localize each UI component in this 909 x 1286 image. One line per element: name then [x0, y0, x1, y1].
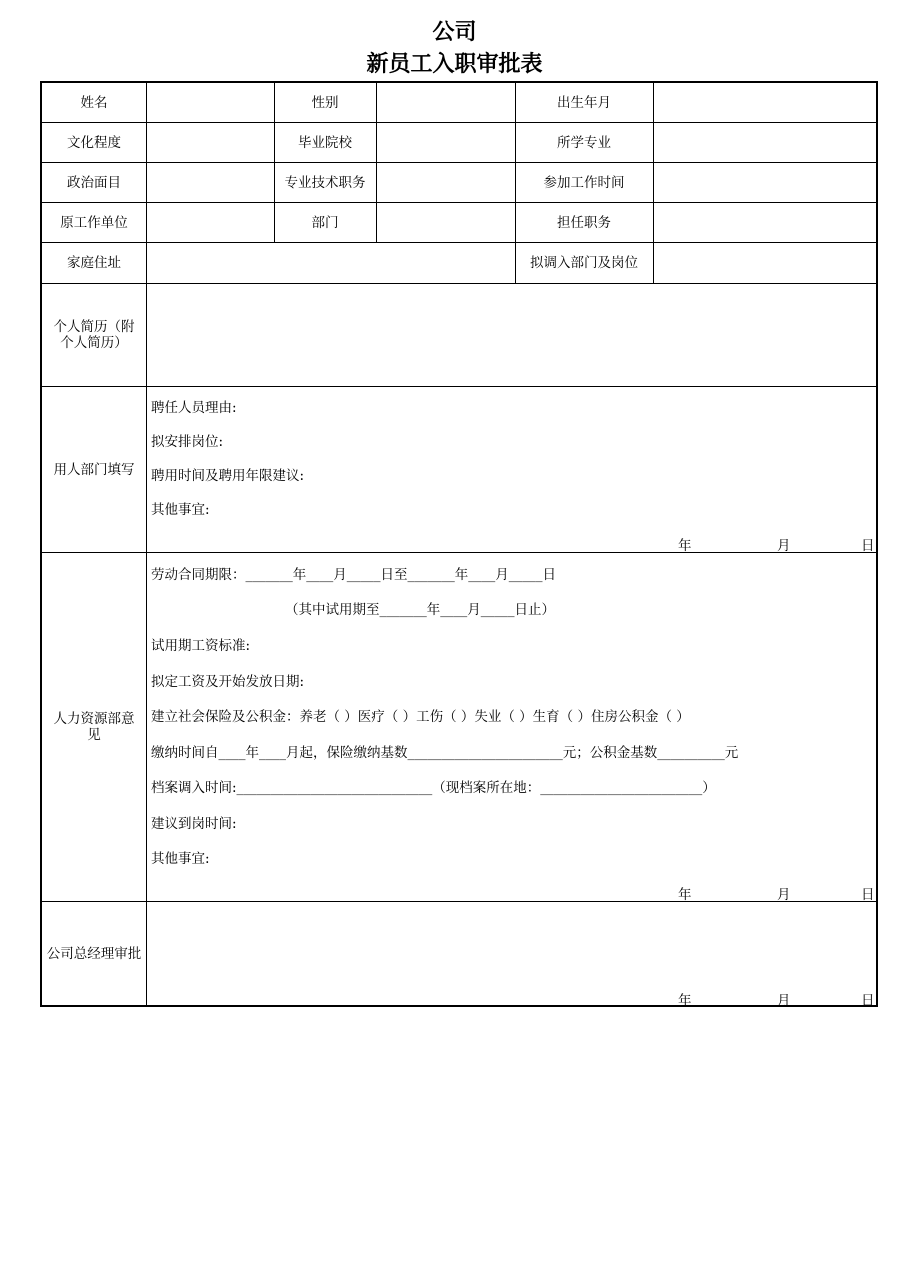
hr-month-label: 月 — [777, 887, 791, 903]
address-label: 家庭住址 — [67, 255, 121, 271]
dept-other: 其他事宜: — [151, 502, 210, 518]
report-date: 建议到岗时间: — [151, 816, 237, 832]
school-label: 毕业院校 — [298, 134, 352, 151]
salary-start-date: 拟定工资及开始发放日期: — [151, 674, 305, 690]
name-field[interactable] — [147, 83, 274, 122]
employment-term: 聘用时间及聘用年限建议: — [151, 468, 305, 484]
gender-field[interactable] — [377, 83, 515, 122]
prev-employer-label: 原工作单位 — [60, 214, 128, 231]
resume-label: 个人简历（附个人简历） — [53, 319, 135, 351]
politics-field[interactable] — [147, 163, 274, 202]
birth-label: 出生年月 — [557, 94, 611, 111]
dept-year-label: 年 — [678, 538, 692, 554]
tech-title-field[interactable] — [377, 163, 515, 202]
tech-title-label: 专业技术职务 — [284, 174, 366, 191]
probation-salary: 试用期工资标准: — [151, 638, 251, 654]
major-label: 所学专业 — [557, 134, 611, 151]
work-start-label: 参加工作时间 — [543, 174, 625, 191]
dept-month-label: 月 — [777, 538, 791, 554]
school-field[interactable] — [377, 123, 515, 162]
hr-year-label: 年 — [678, 887, 692, 903]
address-field[interactable] — [147, 243, 515, 283]
hr-section-label: 人力资源部意见 — [53, 711, 135, 743]
gm-month-label: 月 — [777, 993, 791, 1009]
gm-section-label: 公司总经理审批 — [46, 945, 142, 962]
contract-term: 劳动合同期限：_______年____月_____日至_______年____月_____日 — [151, 567, 556, 583]
work-start-field[interactable] — [654, 163, 876, 202]
gm-day-label: 日 — [861, 993, 875, 1009]
probation-period: （其中试用期至_______年____月_____日止） — [285, 602, 555, 618]
form-title: 新员工入职审批表 — [366, 52, 543, 77]
prev-employer-field[interactable] — [147, 203, 274, 242]
target-dept-field[interactable] — [654, 243, 876, 283]
position-field[interactable] — [654, 203, 876, 242]
hr-other: 其他事宜: — [151, 851, 210, 867]
dept-day-label: 日 — [861, 538, 875, 554]
company-name: 公司 — [432, 20, 477, 45]
education-label: 文化程度 — [67, 134, 121, 151]
education-field[interactable] — [147, 123, 274, 162]
birth-field[interactable] — [654, 83, 876, 122]
gender-label: 性别 — [311, 94, 339, 111]
dept-section-label: 用人部门填写 — [53, 461, 135, 478]
approval-form — [40, 81, 878, 1007]
hr-day-label: 日 — [861, 887, 875, 903]
hire-reason: 聘任人员理由: — [151, 400, 237, 416]
gm-year-label: 年 — [678, 993, 692, 1009]
target-dept-label: 拟调入部门及岗位 — [530, 255, 638, 271]
resume-field[interactable] — [147, 284, 876, 386]
position-label: 担任职务 — [557, 214, 611, 231]
proposed-post: 拟安排岗位: — [151, 434, 224, 450]
social-insurance: 建立社会保险及公积金：养老（ ）医疗（ ）工伤（ ）失业（ ）生育（ ）住房公积金（ ） — [151, 709, 690, 725]
politics-label: 政治面目 — [67, 174, 121, 191]
archive-transfer: 档案调入时间:_____________________________（现档案所在地：________________________） — [151, 780, 716, 796]
dept-field[interactable] — [377, 203, 515, 242]
payment-base: 缴纳时间自____年____月起，保险缴纳基数_______________________元；公积金基数__________元 — [151, 745, 739, 761]
dept-label: 部门 — [311, 214, 339, 231]
major-field[interactable] — [654, 123, 876, 162]
name-label: 姓名 — [80, 94, 108, 111]
gm-approval-field[interactable] — [147, 902, 876, 1005]
